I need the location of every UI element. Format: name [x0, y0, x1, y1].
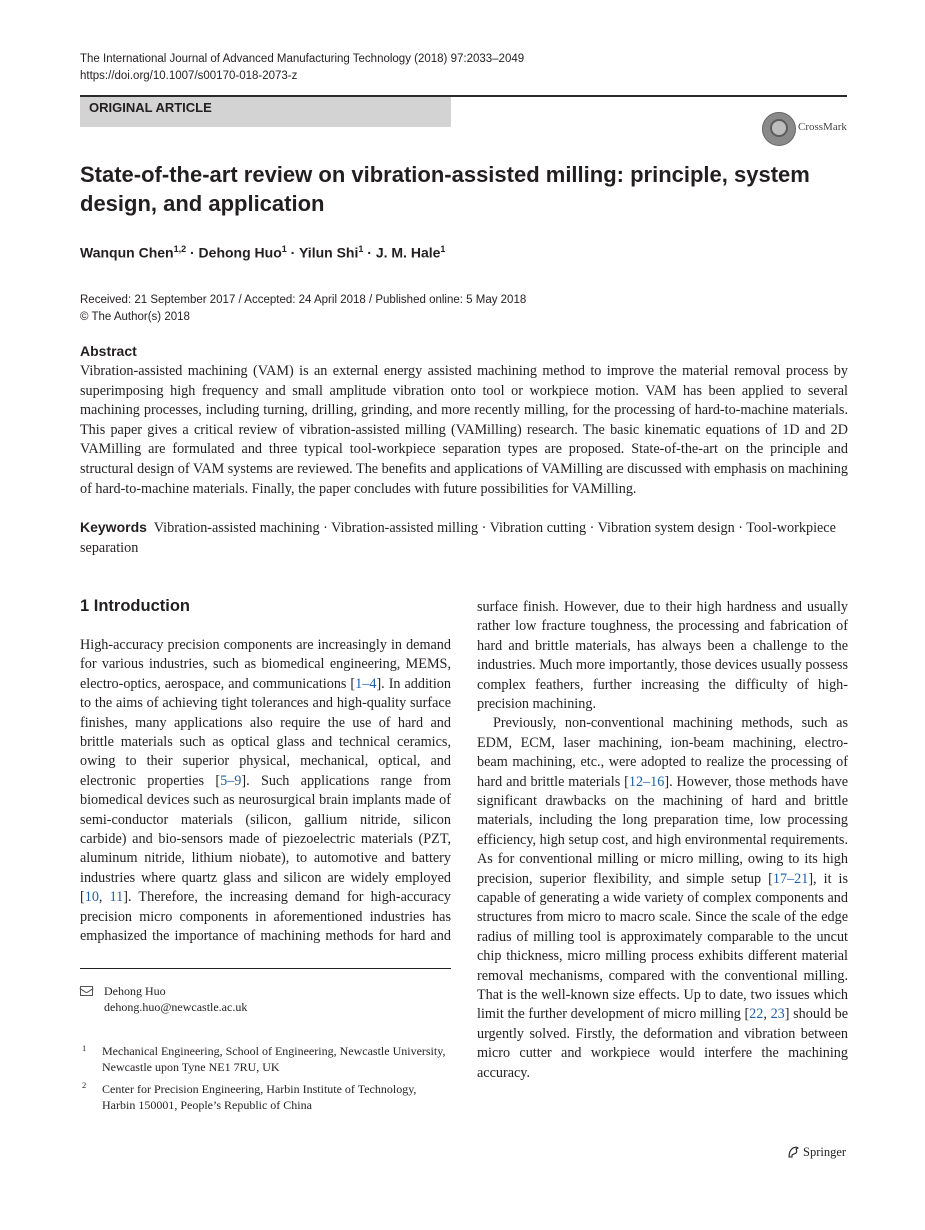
text-span: surface finish. However, due to their high hardness and usually rather low fracture toughness, the processing and fabrication of hard and brittle materials, has always been a challenge to the industries. Much more importantly, those devices usually possess complex feathers, further increasing the difficulty of high-precision machining. — [477, 598, 848, 712]
citation-link[interactable]: 1–4 — [355, 675, 377, 692]
author-affiliation: 1,2 — [173, 244, 187, 254]
citation-link[interactable]: 12–16 — [628, 773, 665, 790]
abstract-heading: Abstract — [80, 343, 137, 359]
section-heading: 1 Introduction — [80, 597, 190, 615]
text-span: ]. Therefore, the increasing demand for high-accuracy precision micro components in aforementioned industries has emphasized the importance of machining methods for hard and — [80, 889, 451, 945]
corresponding-name: Dehong Huo — [104, 984, 166, 998]
dates-line: Received: 21 September 2017 / Accepted: 24 April 2018 / Published online: 5 May 2018 — [80, 294, 527, 306]
citation-link[interactable]: 22 — [749, 1006, 764, 1023]
text-span: ]. However, those methods have significant drawbacks on the machining of hard and brittle materials, including the long preparation time, low processing efficiency, high setup cost, and high environmental requirements. As for conventional milling or micro milling, owing to its high precision, superior flexibility, and simple setup [ — [477, 773, 848, 887]
text-span: Previously, non-conventional machining methods, such as EDM, ECM, laser machining, ion-beam machining, electro-beam machining, etc., were adopted to realize the processing of hard and brittle materials [ — [477, 715, 848, 790]
envelope-icon — [80, 986, 93, 996]
text-span: ] should be urgently solved. Firstly, the deformation and vibration between micro cutter and workpiece would interfere the machining accuracy. — [477, 1006, 848, 1081]
publisher-name: Springer — [803, 1145, 847, 1159]
publication-dates — [80, 292, 526, 326]
text-span: High-accuracy precision components are increasingly in demand for various industries, such as biomedical engineering, MEMS, electro-optics, aerospace, and communications [ — [80, 637, 451, 692]
intro-paragraph-2 — [477, 714, 848, 1083]
body-column-left — [80, 636, 451, 947]
author-name[interactable]: Wanqun Chen — [80, 244, 174, 261]
author-affiliation: 1 — [358, 244, 364, 254]
keywords — [80, 518, 848, 558]
text-span: ], it is capable of generating a wide variety of complex components and structures from micro to macro scale. Since the scale of the edge radius of milling tool is approximately comparable to the uncut chip thickness, micro milling process exhibits different material removal mechanisms, compared with the conventional milling. That is the well-known size effects. Up to date, two issues which limit the further development of micro milling [ — [477, 870, 848, 1023]
corresponding-author — [104, 984, 247, 1015]
springer-horse-icon — [786, 1145, 800, 1159]
crossmark-label: CrossMark — [798, 121, 847, 133]
keywords-text: Vibration-assisted machining · Vibration-assisted milling · Vibration cutting · Vibration system design · Tool-workpiece separation — [80, 520, 836, 556]
copyright-line: © The Author(s) 2018 — [80, 311, 190, 323]
text-span: , — [763, 1006, 771, 1023]
author-list — [80, 244, 445, 261]
author-separator: · — [363, 244, 376, 261]
body-column-right — [477, 598, 848, 1105]
affiliation-number: 1 — [82, 1043, 87, 1053]
crossmark-icon — [762, 112, 796, 146]
affiliation-1: Mechanical Engineering, School of Engineering, Newcastle University, Newcastle upon Tyne NE1 7RU, UK — [102, 1044, 446, 1074]
affiliation-2: Center for Precision Engineering, Harbin Institute of Technology, Harbin 150001, People’s Republic of China — [102, 1082, 417, 1112]
affiliation-number: 2 — [82, 1080, 87, 1090]
author-separator: · — [186, 244, 199, 261]
corresponding-email[interactable]: dehong.huo@newcastle.ac.uk — [104, 999, 248, 1014]
author-affiliation: 1 — [440, 244, 446, 254]
text-span: , — [98, 889, 110, 906]
article-type-label: ORIGINAL ARTICLE — [89, 100, 212, 115]
intro-paragraph-1 — [80, 636, 451, 947]
journal-citation: The International Journal of Advanced Manufacturing Technology (2018) 97:2033–2049 — [80, 53, 525, 65]
citation-link[interactable]: 10 — [84, 889, 99, 906]
author-affiliation: 1 — [281, 244, 287, 254]
author-name[interactable]: J. M. Hale — [375, 244, 441, 261]
abstract-text: Vibration-assisted machining (VAM) is an external energy assisted machining method to improve the material removal process by superimposing high frequency and small amplitude vibration onto tool or workpiece motion. VAM has been applied to several machining processes, including turning, drilling, grinding, and more recently milling, for the processing of hard-to-machine materials. This paper gives a critical review of vibration-assisted milling (VAMilling) research. The basic kinematic equations of 1D and 2D VAMilling are formulated and three typical tool-workpiece separation types are proposed. State-of-the-art on the principle and structural design of VAM systems are reviewed. The benefits and applications of VAMilling are discussed with emphasis on machining of hard-to-machine materials. Finally, the paper concludes with future possibilities for VAMilling. — [80, 363, 848, 497]
author-separator: · — [286, 244, 299, 261]
intro-paragraph-1-continued — [477, 598, 848, 714]
citation-link[interactable]: 11 — [109, 889, 124, 906]
author-name[interactable]: Dehong Huo — [198, 244, 282, 261]
citation-link[interactable]: 23 — [770, 1006, 785, 1023]
keywords-label: Keywords — [80, 519, 147, 535]
crossmark-badge[interactable] — [762, 112, 852, 146]
author-name[interactable]: Yilun Shi — [298, 244, 359, 261]
paper-title: State-of-the-art review on vibration-assisted milling: principle, system design, and application — [80, 162, 810, 216]
text-span: ]. Such applications range from biomedical devices such as neurosurgical brain implants made of semi-conductor materials (silicon, gallium nitride, silicon carbide) and bio-sensors made of piezoelectric materials (PZT, aluminum nitride, lithium niobate), to automotive and battery industries where quartz glass and silicon are widely employed [ — [80, 772, 451, 906]
header-rule — [451, 95, 847, 97]
footnote-rule — [80, 968, 451, 969]
citation-link[interactable]: 5–9 — [220, 772, 242, 789]
citation-link[interactable]: 17–21 — [772, 870, 809, 887]
doi-link[interactable]: https://doi.org/10.1007/s00170-018-2073-z — [80, 70, 298, 82]
text-span: ]. In addition to the aims of achieving tight tolerances and high-quality surface finishes, many applications also require the use of hard and brittle materials such as optical glass and technical ceramics, owing to their superior physical, mechanical, optical, and electronic properties [ — [80, 675, 451, 789]
